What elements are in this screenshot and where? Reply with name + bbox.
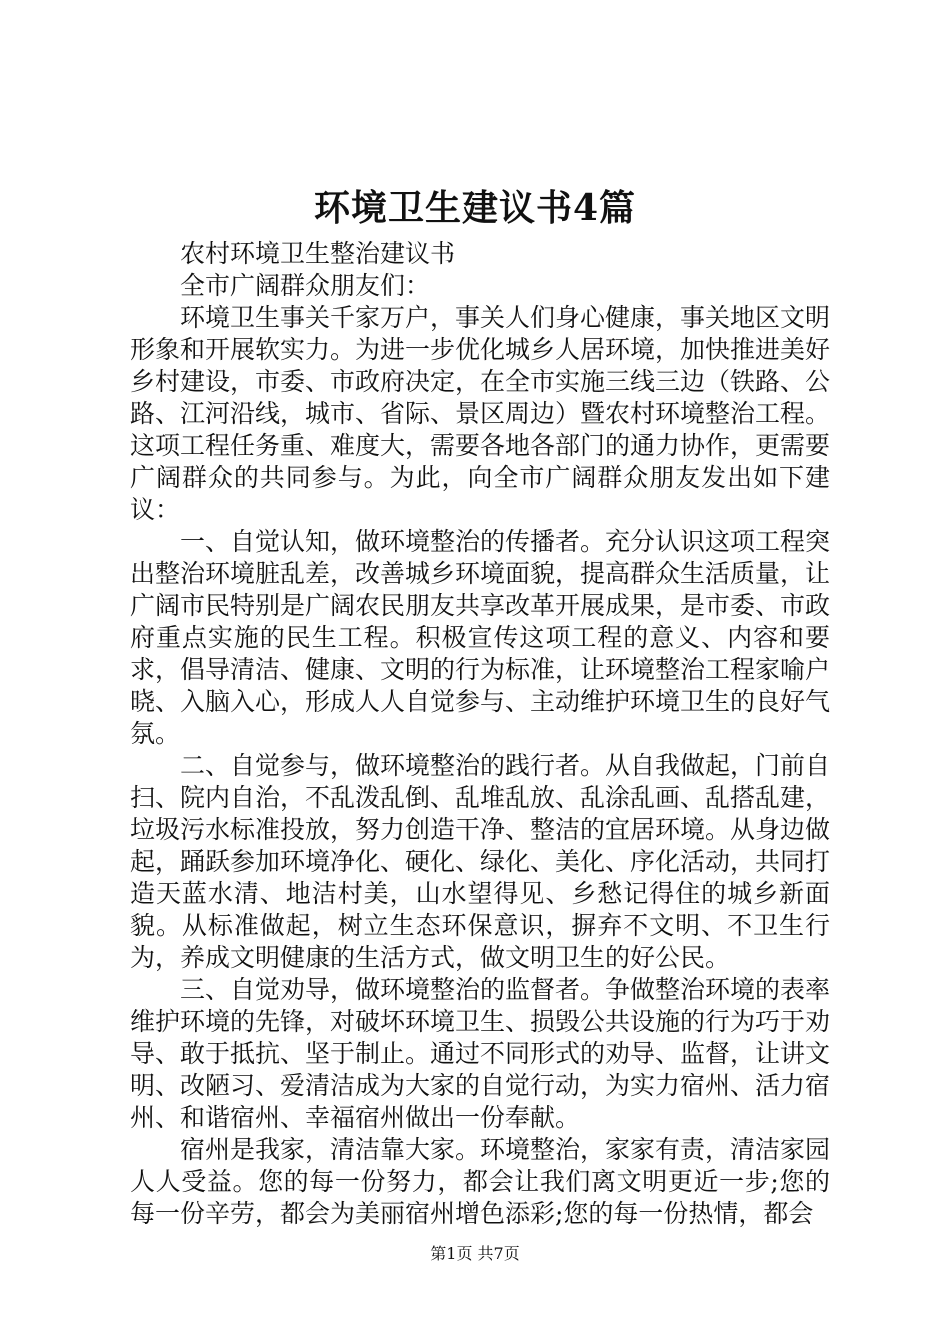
body-paragraph-point-3: 三、自觉劝导，做环境整治的监督者。争做整治环境的表率维护环境的先锋，对破坏环境卫生、损毁公共设施的行为巧于劝导、敢于抵抗、坚于制止。通过不同形式的劝导、监督，让讲文明、改陋习、爱清洁成为大家的自觉行动，为实力宿州、活力宿州、和谐宿州、幸福宿州做出一份奉献。 bbox=[130, 975, 831, 1132]
body-paragraph-salutation: 全市广阔群众朋友们： bbox=[180, 271, 431, 300]
body-paragraph-subtitle: 农村环境卫生整治建议书 bbox=[180, 239, 456, 268]
body-paragraph-point-1: 一、自觉认知，做环境整治的传播者。充分认识这项工程突出整治环境脏乱差，改善城乡环境面貌，提高群众生活质量，让广阔市民特别是广阔农民朋友共享改革开展成果，是市委、市政府重点实施的民生工程。积极宣传这项工程的意义、内容和要求，倡导清洁、健康、文明的行为标准，让环境整治工程家喻户晓、入脑入心，形成人人自觉参与、主动维护环境卫生的良好气氛。 bbox=[130, 527, 831, 748]
body-paragraph-intro: 环境卫生事关千家万户，事关人们身心健康，事关地区文明形象和开展软实力。为进一步优化城乡人居环境，加快推进美好乡村建设，市委、市政府决定，在全市实施三线三边（铁路、公路、江河沿线，城市、省际、景区周边）暨农村环境整治工程。这项工程任务重、难度大，需要各地各部门的通力协作，更需要广阔群众的共同参与。为此，向全市广阔群众朋友发出如下建议： bbox=[130, 303, 831, 524]
page-footer: 第1页 共7页 bbox=[430, 1244, 520, 1263]
document-title: 环境卫生建议书4篇 bbox=[313, 187, 637, 229]
body-paragraph-point-2: 二、自觉参与，做环境整治的践行者。从自我做起，门前自扫、院内自治，不乱泼乱倒、乱堆乱放、乱涂乱画、乱搭乱建，垃圾污水标准投放，努力创造干净、整洁的宜居环境。从身边做起，踊跃参加环境净化、硬化、绿化、美化、序化活动，共同打造天蓝水清、地洁村美，山水望得见、乡愁记得住的城乡新面貌。从标准做起，树立生态环保意识，摒弃不文明、不卫生行为，养成文明健康的生活方式，做文明卫生的好公民。 bbox=[130, 751, 831, 972]
body-paragraph-closing: 宿州是我家，清洁靠大家。环境整治，家家有责，清洁家园人人受益。您的每一份努力，都会让我们离文明更近一步;您的每一份辛劳，都会为美丽宿州增色添彩;您的每一份热情，都会 bbox=[130, 1135, 831, 1228]
document-body bbox=[130, 238, 830, 1230]
